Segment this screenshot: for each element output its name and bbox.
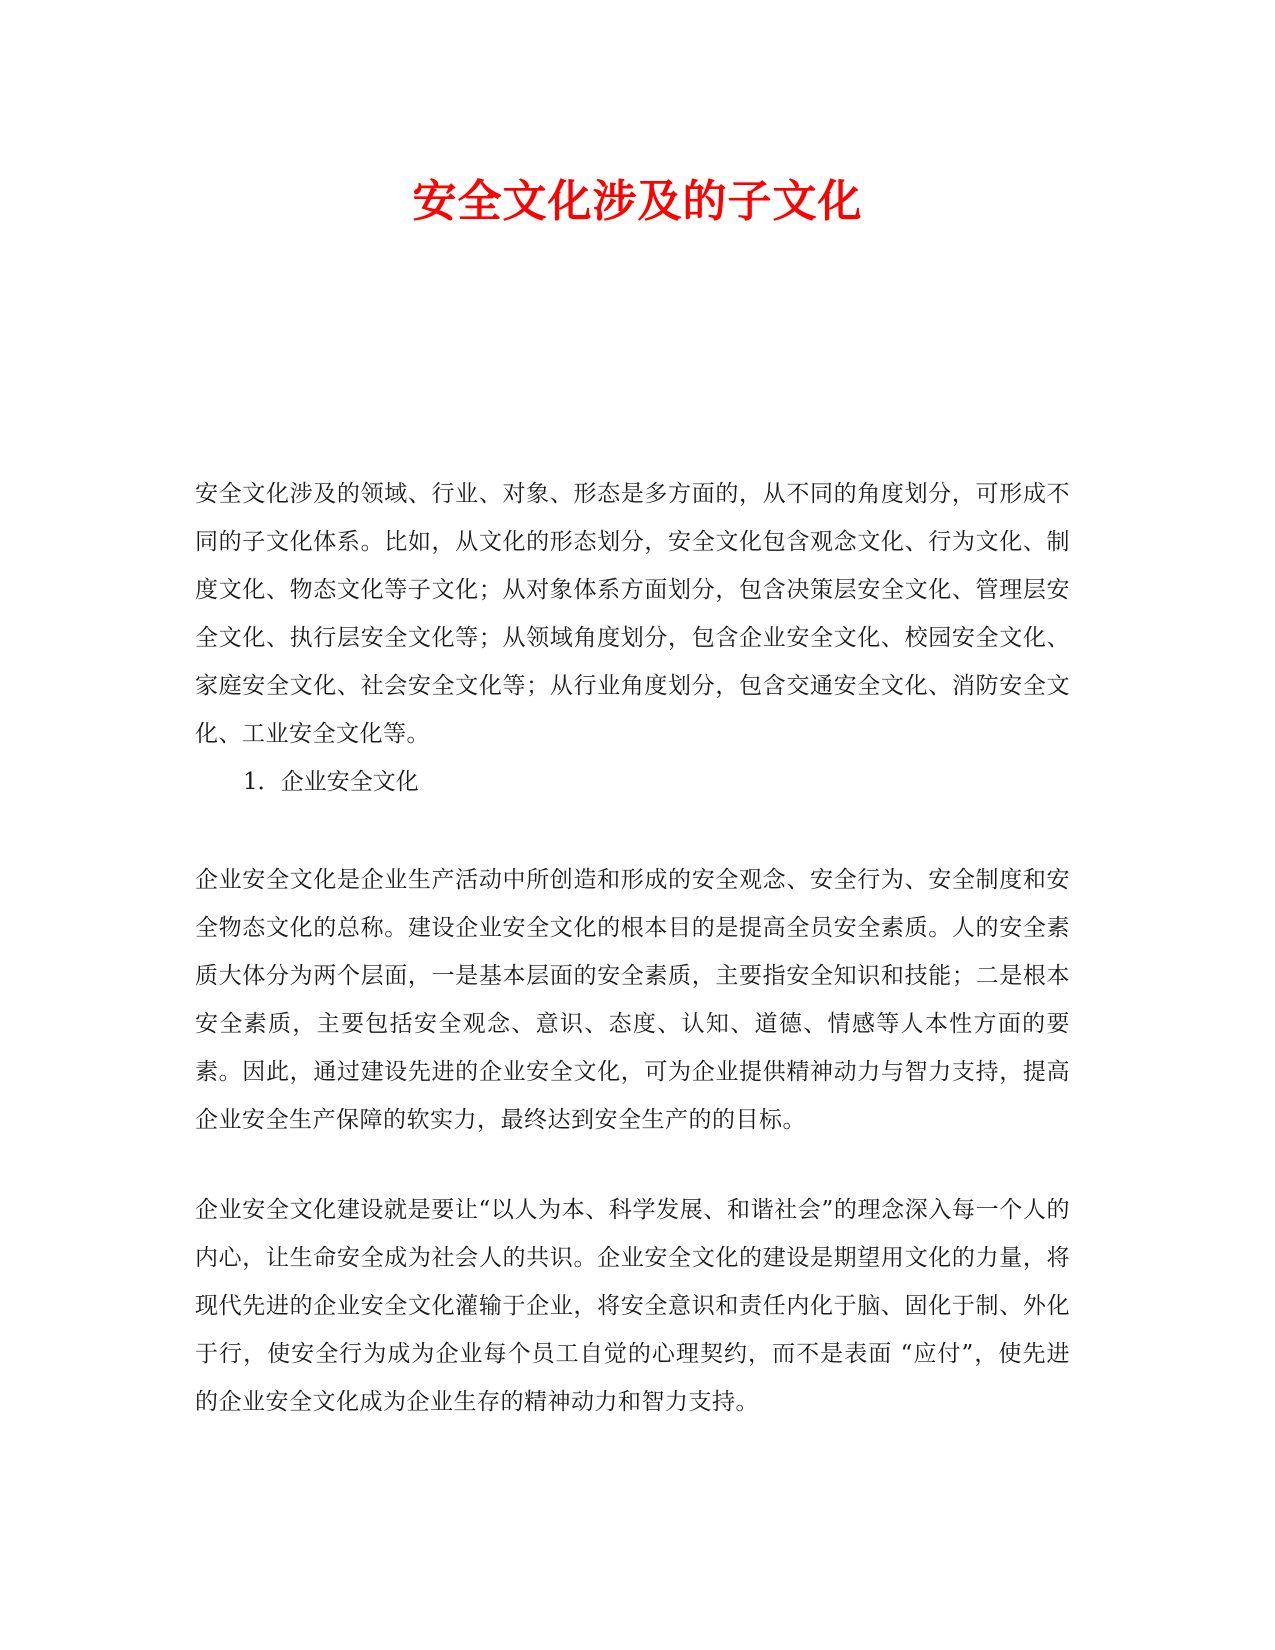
body-paragraph: 企业安全文化建设就是要让“以人为本、科学发展、和谐社会”的理念深入每一个人的内心，让生命安全成为社会人的共识。企业安全文化的建设是期望用文化的力量，将现代先进的企业安全文化灌输于企业，将安全意识和责任内化于脑、固化于制、外化于行，使安全行为成为企业每个员工自觉的心理契约，而不是表面 “应付”，使先进的企业安全文化成为企业生存的精神动力和智力支持。 [195,1197,1070,1415]
intro-paragraph: 安全文化涉及的领域、行业、对象、形态是多方面的，从不同的角度划分，可形成不同的子文化体系。比如，从文化的形态划分，安全文化包含观念文化、行为文化、制度文化、物态文化等子文化；从对象体系方面划分，包含决策层安全文化、管理层安全文化、执行层安全文化等；从领域角度划分，包含企业安全文化、校园安全文化、家庭安全文化、社会安全文化等；从行业角度划分，包含交通安全文化、消防安全文化、工业安全文化等。 [195,481,1070,747]
section-heading: 1．企业安全文化 [243,769,419,795]
page-title: 安全文化涉及的子文化 [412,176,863,227]
body-paragraph: 企业安全文化是企业生产活动中所创造和形成的安全观念、安全行为、安全制度和安全物态文化的总称。建设企业安全文化的根本目的是提高全员安全素质。人的安全素质大体分为两个层面，一是基本层面的安全素质，主要指安全知识和技能；二是根本安全素质，主要包括安全观念、意识、态度、认知、道德、情感等人本性方面的要素。因此，通过建设先进的企业安全文化，可为企业提供精神动力与智力支持，提高企业安全生产保障的软实力，最终达到安全生产的的目标。 [195,867,1070,1133]
